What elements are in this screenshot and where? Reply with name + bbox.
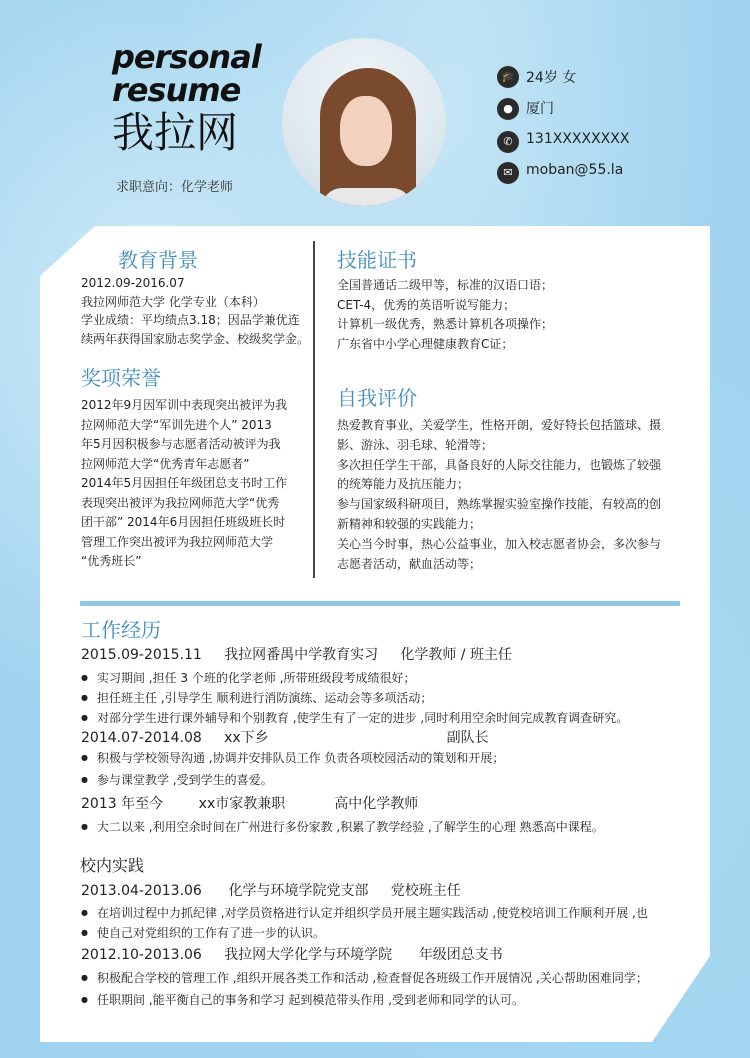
practice-title: 校内实践 [80, 856, 145, 875]
text-line: 计算机一级优秀，熟悉计算机各项操作； [337, 317, 554, 331]
section-bar [80, 601, 680, 606]
bullet-item: ● 参与课堂教学 ,受到学生的喜爱。 [81, 771, 273, 788]
text-line: 2014年5月因担任年级团总支书时工作 [81, 476, 288, 490]
graduation-cap-icon: 🎓 [497, 66, 519, 88]
text-line: 热爱教育事业，关爱学生，性格开朗，爱好特长包括篮球、摄 [337, 418, 662, 432]
awards-title: 奖项荣誉 [81, 366, 161, 390]
email: moban@55.la [526, 162, 624, 178]
text-line: 新精神和较强的实践能力； [337, 516, 482, 531]
self-eval-body [337, 416, 661, 574]
text-line: 多次担任学生干部，具备良好的人际交往能力，也锻炼了较强 [337, 457, 662, 472]
text-line: 拉网师范大学“优秀青年志愿者” [81, 456, 250, 471]
bullet-item: ● 在培训过程中力抓纪律 ,对学员资格进行认定并组织学员开展主题实践活动 ,使党校培训工作顺利开展 ,也 [81, 904, 648, 921]
bullet-item: ● 积极配合学校的管理工作 ,组织开展各类工作和活动 ,检查督促各班级工作开展情况 ,关心帮助困难同学； [81, 969, 648, 986]
text-line: 学业成绩：平均绩点3.18；因品学兼优连 [81, 313, 300, 327]
mail-icon: ✉ [497, 162, 519, 184]
text-line: 关心当今时事，热心公益事业，加入校志愿者协会，多次参与 [337, 536, 662, 551]
entry-header: 2013 年至今 xx市家教兼职 高中化学教师 [81, 796, 419, 812]
age-gender: 24岁 女 [526, 70, 577, 86]
entry-header: 2013.04-2013.06 化学与环境学院党支部 党校班主任 [81, 883, 461, 899]
column-divider [313, 241, 315, 578]
bullet-item: ● 实习期间 ,担任 3 个班的化学老师 ,所带班级段考成绩很好； [81, 669, 416, 686]
bullet-item: ● 使自己对党组织的工作有了进一步的认识。 [81, 924, 325, 941]
phone-icon: ✆ [497, 131, 519, 153]
awards-body [81, 396, 287, 572]
text-line: 2012.09-2016.07 [81, 276, 185, 290]
location-pin-icon: ● [497, 98, 519, 120]
text-line: 表现突出被评为我拉网师范大学“优秀 [81, 495, 280, 510]
text-line: 我拉网师范大学 化学专业（本科） [81, 294, 265, 309]
text-line: 2012年9月因军训中表现突出被评为我 [81, 398, 288, 412]
text-line: “优秀班长” [81, 554, 142, 568]
text-line: 的统筹能力及抗压能力； [337, 477, 470, 492]
self-eval-title: 自我评价 [337, 386, 417, 410]
entry-header: 2015.09-2015.11 我拉网番禺中学教育实习 化学教师 / 班主任 [81, 647, 512, 663]
education-title: 教育背景 [118, 248, 198, 272]
text-line: 全国普通话二级甲等，标准的汉语口语； [337, 278, 554, 292]
text-line: 影、游泳、羽毛球、轮滑等； [337, 437, 494, 452]
text-line: 参与国家级科研项目，熟练掌握实验室操作技能，有较高的创 [337, 497, 662, 512]
text-line: 拉网师范大学“军训先进个人” 2013 [81, 417, 272, 432]
bullet-item: ● 担任班主任 ,引导学生 顺利进行消防演练、运动会等多项活动； [81, 689, 432, 706]
text-line: 志愿者活动，献血活动等； [337, 556, 482, 571]
bullet-item: ● 大二以来 ,利用空余时间在广州进行多份家教 ,积累了教学经验 ,了解学生的心理 熟悉高中课程。 [81, 818, 604, 835]
skills-title: 技能证书 [337, 248, 417, 272]
education-body [81, 274, 309, 348]
text-line: 管理工作突出被评为我拉网师范大学 [81, 534, 274, 549]
work-title: 工作经历 [81, 618, 161, 642]
logo-resume: resume [112, 71, 241, 109]
job-intent: 求职意向：化学老师 [116, 180, 234, 195]
bullet-item: ● 对部分学生进行课外辅导和个别教育 ,使学生有了一定的进步 ,同时利用空余时间完成教育调查研究。 [81, 709, 628, 726]
text-line: 年5月因积极参与志愿者活动被评为我 [81, 437, 281, 451]
text-line: 广东省中小学心理健康教育C证； [337, 336, 514, 351]
profile-photo [282, 38, 446, 206]
entry-header: 2012.10-2013.06 我拉网大学化学与环境学院 年级团总支书 [81, 947, 503, 963]
location: 厦门 [526, 101, 554, 117]
text-line: CET-4，优秀的英语听说写能力； [337, 297, 516, 312]
bullet-item: ● 任职期间 ,能平衡自己的事务和学习 起到模范带头作用 ,受到老师和同学的认可。 [81, 991, 524, 1008]
text-line: 团干部” 2014年6月因担任班级班长时 [81, 515, 286, 529]
bullet-item: ● 积极与学校领导沟通 ,协调并安排队员工作 负责各项校园活动的策划和开展； [81, 749, 504, 766]
skills-body [337, 276, 553, 354]
text-line: 续两年获得国家励志奖学金、校级奖学金。 [81, 331, 310, 346]
phone: 131XXXXXXXX [526, 131, 630, 147]
entry-header: 2014.07-2014.08 xx下乡 副队长 [81, 730, 489, 746]
candidate-name: 我拉网 [112, 108, 239, 157]
logo-personal: personal [112, 38, 261, 76]
